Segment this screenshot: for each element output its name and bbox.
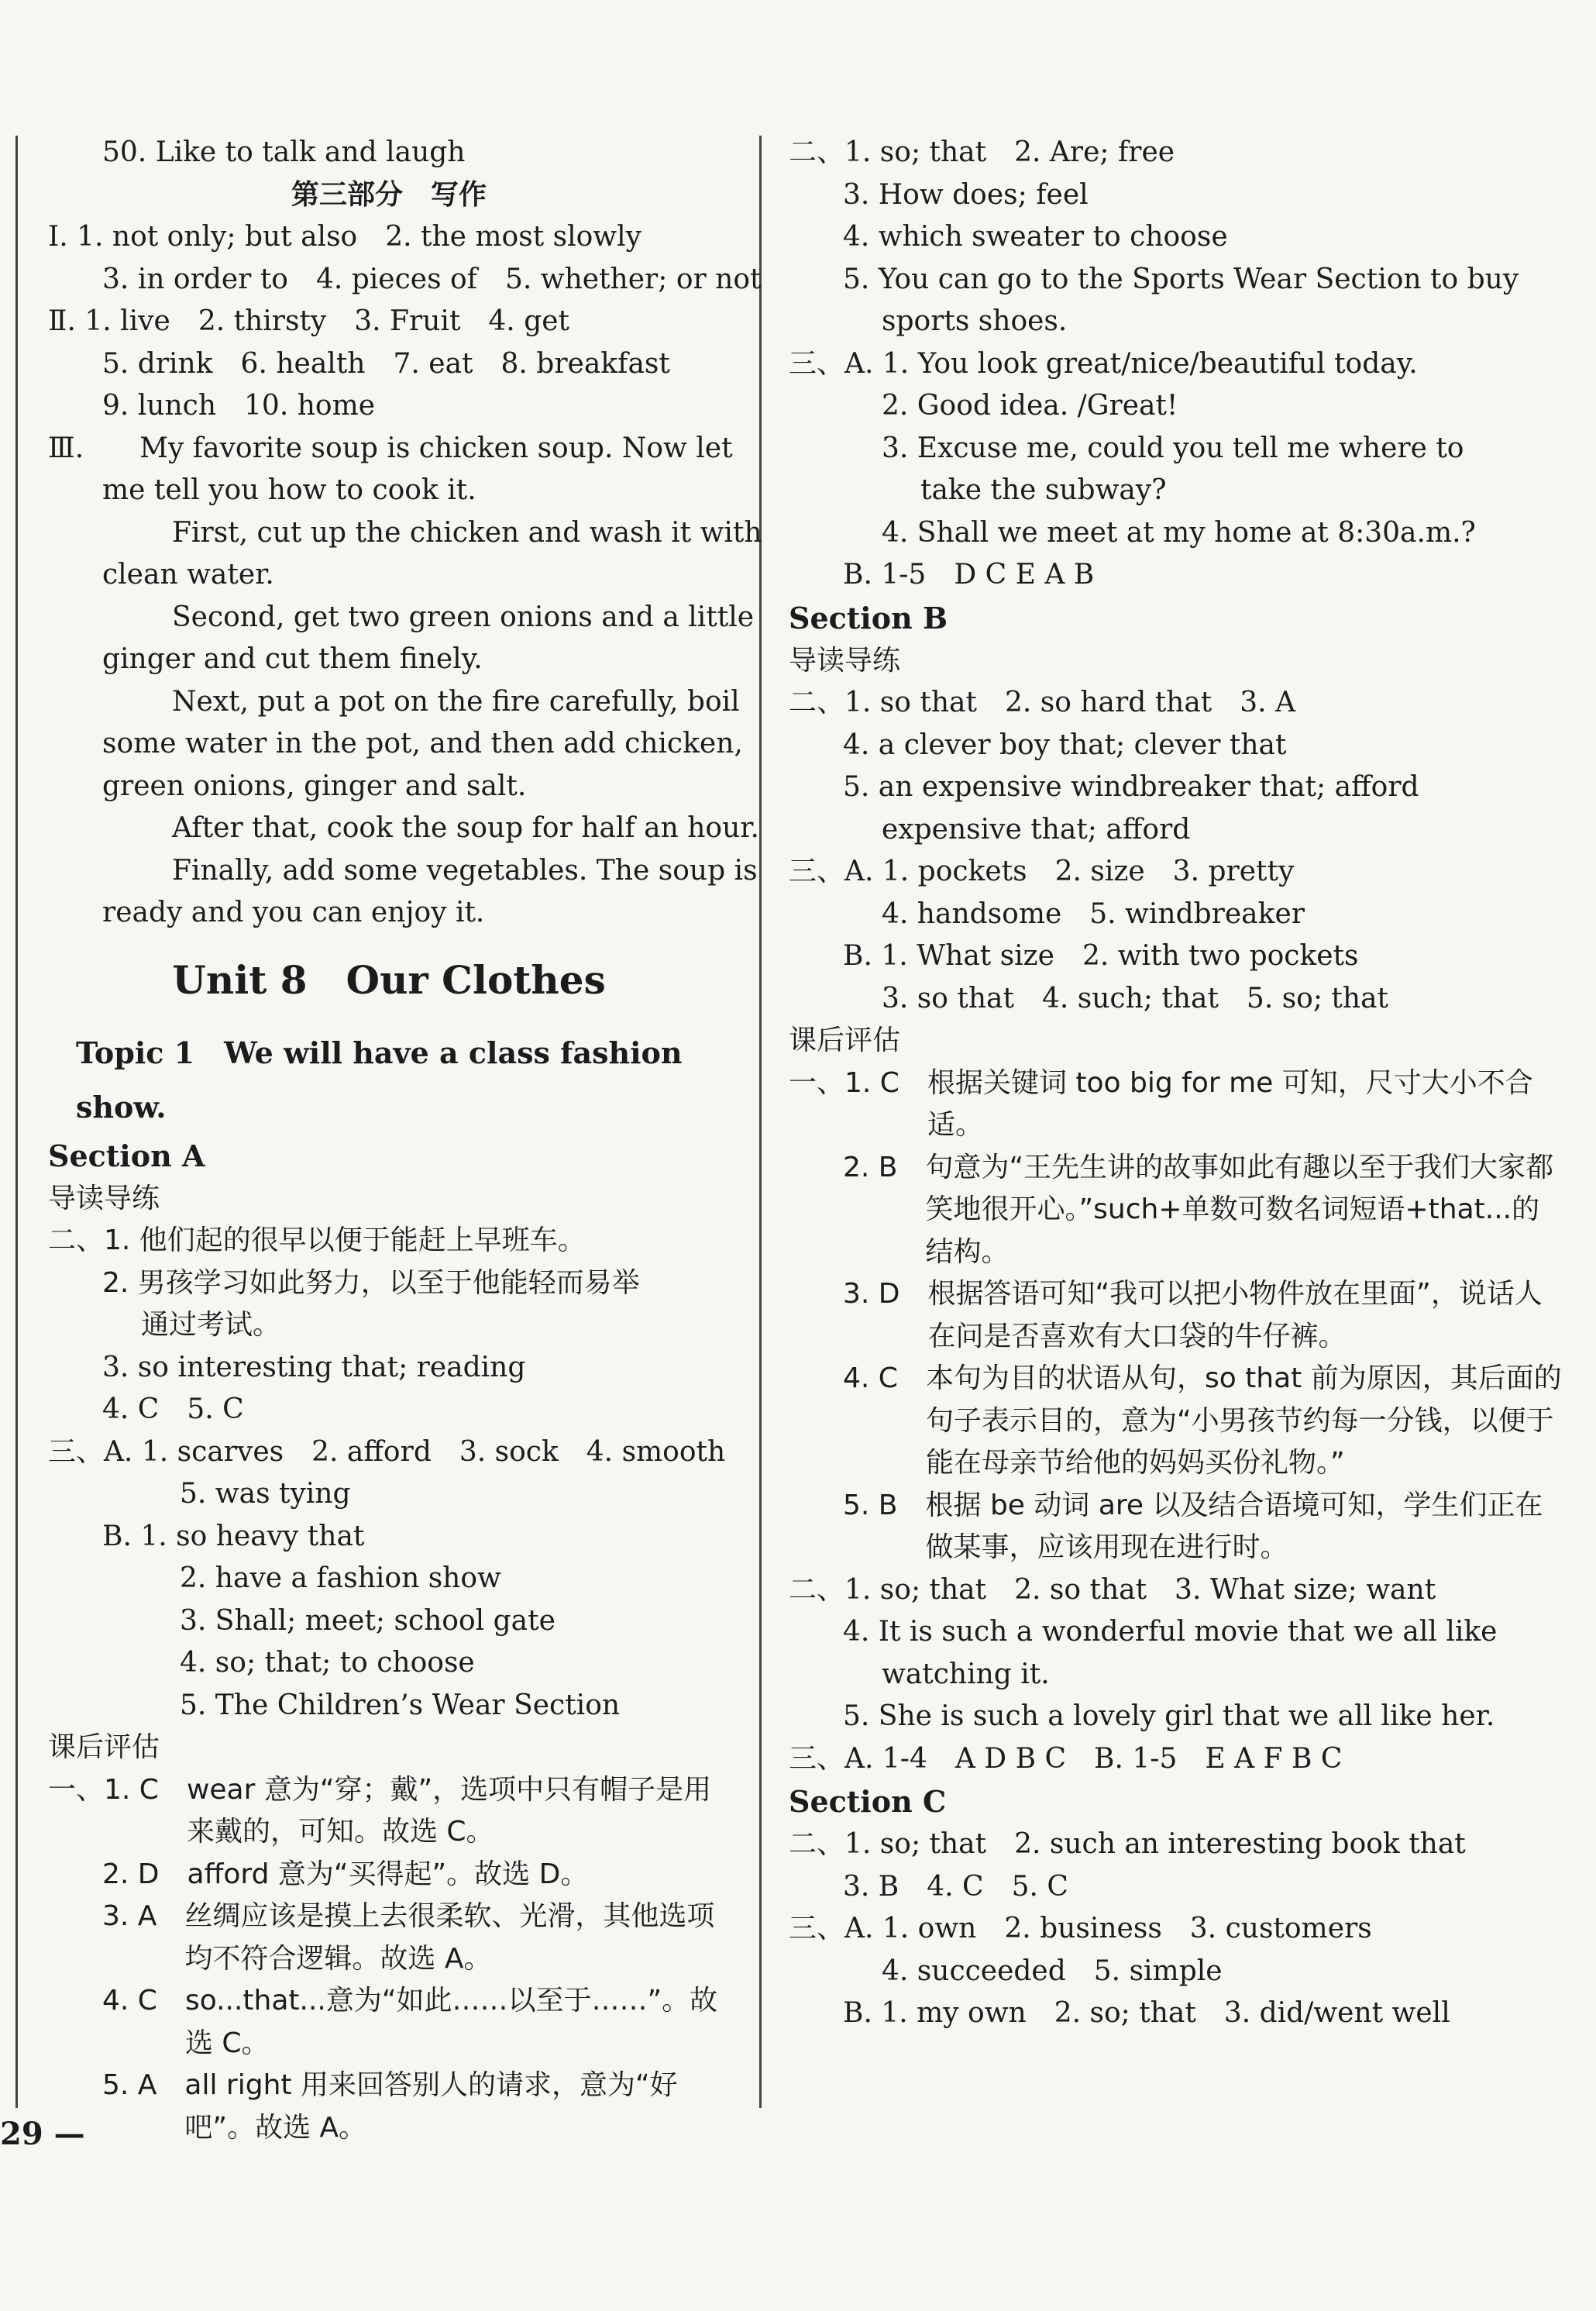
- left-column: [48, 132, 762, 2149]
- answer-line: B. 1-5 D C E A B: [843, 559, 1095, 591]
- answer-key: 4. C: [843, 1362, 926, 1394]
- answer-line: 2. 男孩学习如此努力，以至于他能轻而易举: [102, 1266, 640, 1299]
- section-heading: Section B: [789, 600, 948, 635]
- answer-line: 3. Excuse me, could you tell me where to: [882, 432, 1464, 464]
- answer-line: 5. drink 6. health 7. eat 8. breakfast: [102, 347, 670, 380]
- answer-line: 3. so interesting that; reading: [102, 1351, 526, 1383]
- answer-line: 50. Like to talk and laugh: [102, 136, 466, 168]
- answer-key: 3. A: [102, 1900, 185, 1932]
- answer-line: 3. Shall; meet; school gate: [180, 1604, 556, 1637]
- answer-key: 一、1. C: [48, 1773, 187, 1806]
- explanation-text: 句意为“王先生讲的故事如此有趣以至于我们大家都笑地很开心。”such+单数可数名词短语+that...的结构。: [925, 1151, 1554, 1268]
- part-heading: 第三部分 写作: [291, 178, 487, 211]
- answer-line: 9. lunch 10. home: [102, 390, 376, 422]
- answer-line: 4. succeeded 5. simple: [882, 1955, 1223, 1987]
- unit-title: Unit 8 Our Clothes: [172, 956, 606, 1003]
- answer-key: 一、1. C: [789, 1066, 927, 1099]
- answer-line: 通过考试。: [141, 1309, 281, 1341]
- essay-line: After that, cook the soup for half an hour.: [172, 812, 759, 844]
- essay-line: me tell you how to cook it.: [102, 474, 476, 506]
- answer-line: 3. How does; feel: [843, 178, 1089, 211]
- answer-line: 3. B 4. C 5. C: [843, 1870, 1068, 1903]
- answer-line: 5. an expensive windbreaker that; afford: [843, 771, 1419, 803]
- left-margin-rule: [15, 136, 18, 2108]
- answer-line: 4. handsome 5. windbreaker: [882, 897, 1305, 930]
- explanation-item: [789, 1273, 1563, 1358]
- answer-line: 三、A. 1-4 A D B C B. 1-5 E A F B C: [789, 1742, 1343, 1775]
- explanation-item: [48, 1896, 730, 1980]
- explanation-text: so...that...意为“如此……以至于……”。故选 C。: [184, 1985, 718, 2059]
- essay-line: green onions, ginger and salt.: [102, 770, 527, 802]
- answer-line: 4. Shall we meet at my home at 8:30a.m.?: [882, 516, 1476, 549]
- essay-line: Finally, add some vegetables. The soup is: [172, 854, 758, 887]
- right-column: [789, 132, 1563, 2035]
- subsection-heading: 导读导练: [48, 1182, 160, 1214]
- topic-title: Topic 1 We will have a class fashion show.: [76, 1035, 683, 1125]
- essay-line: ready and you can enjoy it.: [102, 897, 485, 928]
- explanation-item: [789, 1147, 1563, 1274]
- section-heading: Section A: [48, 1138, 205, 1173]
- answer-line: 二、1. so; that 2. so that 3. What size; want: [789, 1573, 1436, 1606]
- column-divider: [759, 136, 762, 2108]
- explanation-text: wear 意为“穿；戴”，选项中只有帽子是用来戴的，可知。故选 C。: [186, 1773, 712, 1848]
- answer-key: 4. C: [102, 1985, 185, 2017]
- answer-line: take the subway?: [920, 474, 1167, 506]
- essay-line: First, cut up the chicken and wash it with: [172, 516, 762, 549]
- answer-line: 3. so that 4. such; that 5. so; that: [882, 982, 1389, 1014]
- answer-line: B. 1. so heavy that: [102, 1520, 365, 1552]
- answer-line: 二、1. so; that 2. such an interesting book that: [789, 1828, 1466, 1860]
- answer-line: 二、1. so that 2. so hard that 3. A: [789, 687, 1296, 718]
- subsection-heading: 课后评估: [48, 1731, 160, 1763]
- explanation-item: [48, 1980, 730, 2065]
- answer-line: 3. in order to 4. pieces of 5. whether; or not: [102, 263, 762, 295]
- page-number: 29 —: [0, 2116, 85, 2152]
- explanation-text: 丝绸应该是摸上去很柔软、光滑，其他选项均不符合逻辑。故选 A。: [184, 1900, 715, 1975]
- explanation-text: 本句为目的状语从句，so that 前为原因，其后面的句子表示目的，意为“小男孩节约每一分钱，以便于能在母亲节给他的妈妈买份礼物。”: [925, 1362, 1562, 1479]
- explanation-item: [48, 2065, 730, 2149]
- answer-key: 3. D: [843, 1278, 928, 1310]
- explanation-text: 根据关键词 too big for me 可知，尺寸大小不合适。: [927, 1066, 1533, 1141]
- answer-line: 三、A. 1. own 2. business 3. customers: [789, 1913, 1372, 1944]
- answer-line: 4. C 5. C: [102, 1393, 244, 1425]
- answer-line: Ⅰ. 1. not only; but also 2. the most slowly: [48, 221, 641, 253]
- subsection-heading: 课后评估: [789, 1025, 901, 1056]
- answer-line: watching it.: [882, 1658, 1050, 1690]
- answer-line: 二、1. so; that 2. Are; free: [789, 136, 1175, 168]
- answer-key: 2. B: [843, 1151, 926, 1183]
- essay-line: clean water.: [102, 559, 274, 591]
- explanation-item: [48, 1769, 730, 1854]
- answer-key: 5. A: [102, 2069, 185, 2101]
- explanation-item: [789, 1485, 1563, 1569]
- answer-line: 5. She is such a lovely girl that we all like her.: [843, 1700, 1495, 1732]
- answer-line: 4. so; that; to choose: [180, 1647, 475, 1679]
- answer-line: 5. The Children’s Wear Section: [180, 1689, 621, 1721]
- explanation-text: 根据答语可知“我可以把小物件放在里面”，说话人在问是否喜欢有大口袋的牛仔裤。: [927, 1278, 1543, 1352]
- answer-line: B. 1. What size 2. with two pockets: [843, 940, 1359, 972]
- answer-key: 2. D: [102, 1858, 187, 1890]
- essay-line: Ⅲ. My favorite soup is chicken soup. Now let: [48, 432, 733, 464]
- section-heading: Section C: [789, 1784, 947, 1819]
- essay-line: some water in the pot, and then add chicken,: [102, 728, 743, 759]
- explanation-text: 根据 be 动词 are 以及结合语境可知，学生们正在做某事，应该用现在进行时。: [925, 1489, 1543, 1563]
- explanation-text: all right 用来回答别人的请求，意为“好吧”。故选 A。: [184, 2069, 678, 2144]
- answer-line: 三、A. 1. pockets 2. size 3. pretty: [789, 856, 1295, 887]
- answer-line: 5. You can go to the Sports Wear Section to buy: [843, 263, 1519, 295]
- answer-line: 4. which sweater to choose: [843, 221, 1228, 253]
- answer-line: 2. have a fashion show: [180, 1562, 501, 1594]
- answer-line: 二、1. 他们起的很早以便于能赶上早班车。: [48, 1224, 586, 1256]
- answer-line: 三、A. 1. You look great/nice/beautiful today.: [789, 347, 1418, 380]
- explanation-item: [48, 1854, 730, 1896]
- explanation-item: [789, 1358, 1563, 1485]
- essay-line: ginger and cut them finely.: [102, 643, 483, 675]
- essay-line: Next, put a pot on the fire carefully, boil: [172, 685, 740, 718]
- explanation-item: [789, 1063, 1563, 1147]
- answer-line: B. 1. my own 2. so; that 3. did/went well: [843, 1997, 1450, 2029]
- answer-line: 4. a clever boy that; clever that: [843, 728, 1287, 761]
- answer-line: Ⅱ. 1. live 2. thirsty 3. Fruit 4. get: [48, 305, 570, 337]
- subsection-heading: 导读导练: [789, 644, 901, 677]
- answer-line: expensive that; afford: [882, 813, 1191, 846]
- answer-line: 2. Good idea. /Great!: [882, 390, 1178, 422]
- explanation-text: afford 意为“买得起”。故选 D。: [187, 1858, 589, 1890]
- answer-line: 4. It is such a wonderful movie that we all like: [843, 1616, 1498, 1648]
- essay-line: Second, get two green onions and a little: [172, 601, 755, 633]
- answer-line: sports shoes.: [882, 305, 1068, 337]
- answer-line: 三、A. 1. scarves 2. afford 3. sock 4. smooth: [48, 1435, 726, 1468]
- answer-line: 5. was tying: [180, 1478, 351, 1510]
- answer-key: 5. B: [843, 1489, 926, 1521]
